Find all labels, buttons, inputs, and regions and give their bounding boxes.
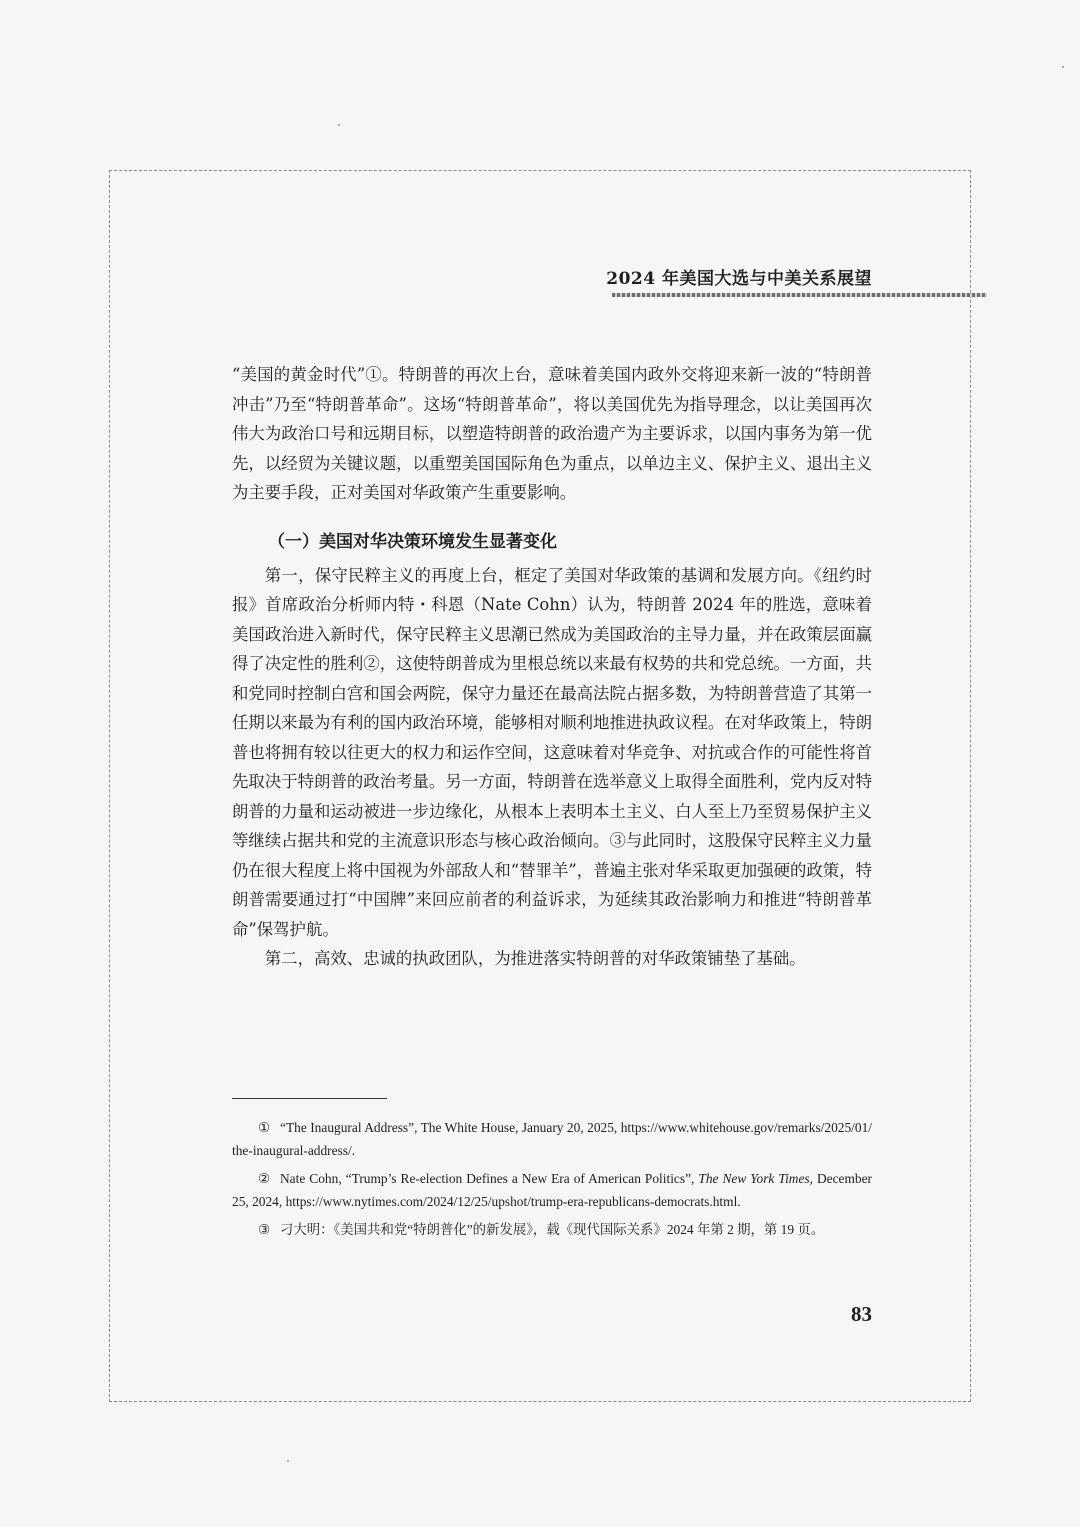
footnotes (232, 1116, 872, 1246)
page-number: 83 (851, 1302, 872, 1326)
body-text (232, 360, 872, 974)
footnote-publication: The New York Times (698, 1171, 810, 1186)
scan-speck (1062, 66, 1064, 68)
footnote-marker: ③ (258, 1222, 271, 1237)
footnote (232, 1218, 872, 1241)
footnote-marker: ② (258, 1171, 271, 1186)
body-paragraph: 第二，高效、忠诚的执政团队，为推进落实特朗普的对华政策铺垫了基础。 (264, 949, 806, 968)
footnote-text: Nate Cohn, “Trump’s Re-election Defines a New Era of American Politics”, (280, 1171, 699, 1186)
footnote-separator (232, 1098, 387, 1099)
footnote (232, 1167, 872, 1213)
running-header-title: 2024 年美国大选与中美关系展望 (606, 269, 872, 289)
footnote-text: , December 25, 2024, https://www.nytimes.com/2024/12/25/upshot/trump-era-republicans-democrats.html. (232, 1171, 872, 1209)
body-paragraph: “美国的黄金时代”①。特朗普的再次上台，意味着美国内政外交将迎来新一波的“特朗普冲击”乃至“特朗普革命”。这场“特朗普革命”，将以美国优先为指导理念，以让美国再次伟大为政治口号和远期目标，以塑造特朗普的政治遗产为主要诉求，以国内事务为第一优先，以经贸为关键议题，以重塑美国国际角色为重点，以单边主义、保护主义、退出主义为主要手段，正对美国对华政策产生重要影响。 (232, 365, 872, 502)
scan-speck (287, 1460, 289, 1462)
section-heading: （一）美国对华决策环境发生显著变化 (268, 531, 557, 552)
body-paragraph: 第一，保守民粹主义的再度上台，框定了美国对华政策的基调和发展方向。《纽约时报》首席政治分析师内特・科恩（Nate Cohn）认为，特朗普 2024 年的胜选，意味着美国政治进入新时代，保守民粹主义思潮已然成为美国政治的主导力量，并在政策层面赢得了决定性的胜利②，这使特朗普成为里根总统以来最有权势的共和党总统。一方面，共和党同时控制白宫和国会两院，保守力量还在最高法院占据多数，为特朗普营造了其第一任期以来最为有利的国内政治环境，能够相对顺利地推进执政议程。在对华政策上，特朗普也将拥有较以往更大的权力和运作空间，这意味着对华竞争、对抗或合作的可能性将首先取决于特朗普的政治考量。另一方面，特朗普在选举意义上取得全面胜利，党内反对特朗普的力量和运动被进一步边缘化，从根本上表明本土主义、白人至上乃至贸易保护主义等继续占据共和党的主流意识形态与核心政治倾向。③与此同时，这股保守民粹主义力量仍在很大程度上将中国视为外部敌人和“替罪羊”，普遍主张对华采取更加强硬的政策，特朗普需要通过打“中国牌”来回应前者的利益诉求，为延续其政治影响力和推进“特朗普革命”保驾护航。 (232, 565, 872, 939)
footnote-text: “The Inaugural Address”, The White House, January 20, 2025, https://www.whitehouse.gov/remarks/2025/01/the-inaugural-address/. (232, 1120, 872, 1158)
footnote-marker: ① (258, 1120, 271, 1135)
footnote (232, 1116, 872, 1162)
scan-speck (338, 124, 340, 126)
footnote-text: 刁大明：《美国共和党“特朗普化”的新发展》，载《现代国际关系》2024 年第 2 期，第 19 页。 (280, 1222, 825, 1237)
header-rule (612, 293, 987, 297)
